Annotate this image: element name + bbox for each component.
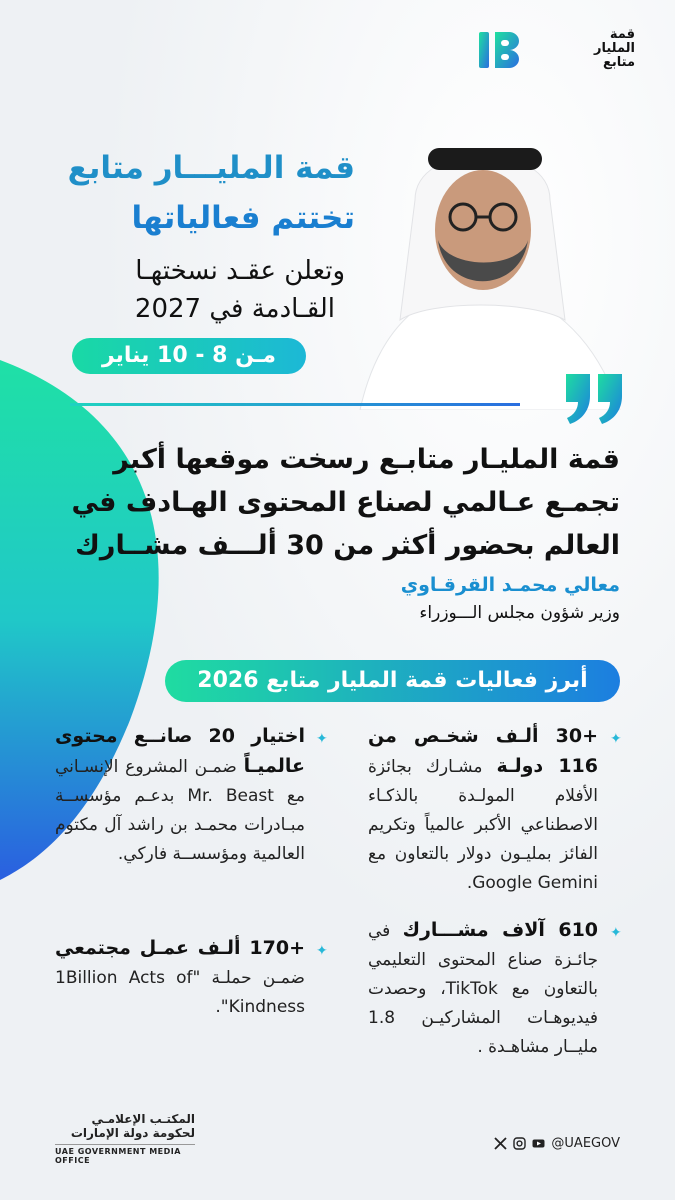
divider-rule xyxy=(70,403,520,406)
quote-text: قمة المليـار متابـع رسخت موقعها أكبر تجمـع عـالمي لصناع المحتوى الهـادف في العالم بحضور أكثر من 30 ألـــف مشــارك xyxy=(71,444,620,561)
sparkle-icon: ✦ xyxy=(610,925,622,941)
headline-sub-line1: وتعلن عقـد نسختهـا xyxy=(135,256,345,286)
quote-author: معالي محمـد القرقـاوي xyxy=(400,574,620,596)
headline-title-line2: تختتم فعالياتها xyxy=(131,200,355,236)
event-date-pill: مـن 8 - 10 يناير xyxy=(72,338,306,374)
highlight-item-2 xyxy=(368,916,598,1062)
instagram-icon[interactable] xyxy=(513,1137,526,1150)
highlight-item-3 xyxy=(55,722,305,869)
headline-sub-line2: القـادمة في 2027 xyxy=(134,294,335,324)
highlight-item-4 xyxy=(55,934,305,1022)
1b-logo-mark-icon xyxy=(475,26,529,72)
portrait-image xyxy=(320,120,640,410)
social-handle[interactable]: @UAEGOV xyxy=(551,1135,620,1151)
sparkle-icon: ✦ xyxy=(610,731,622,747)
media-office-logo xyxy=(55,1112,195,1165)
logo-line-1: قمة xyxy=(609,27,635,42)
highlight-item-1 xyxy=(368,722,598,898)
logo-wordmark xyxy=(535,28,635,70)
highlight-1-bold: +30 ألـف شخـص من 116 دولـة xyxy=(368,725,598,777)
highlight-4-text: ضمـن حملـة "1Billion Acts of Kindness". xyxy=(55,968,305,1017)
media-office-en: UAE GOVERNMENT MEDIA OFFICE xyxy=(55,1144,195,1165)
sparkle-icon: ✦ xyxy=(316,943,328,959)
highlight-1-text: مشـارك بجائزة الأفلام المولـدة بالذكـاء الاصطناعي الأكبر عالمياً وتكريم الفائز بمليـون دولار بالتعاون مع Google Gemini. xyxy=(368,757,598,893)
summit-logo xyxy=(475,24,635,74)
highlight-4-bold: +170 ألـف عمـل مجتمعي xyxy=(55,937,305,959)
youtube-icon[interactable] xyxy=(532,1137,545,1150)
section-title-pill: أبرز فعاليات قمة المليار متابع 2026 xyxy=(165,660,620,702)
highlight-2-text: في جائـزة صناع المحتوى التعليمي بالتعاون مع TikTok، وحصدت فيديوهـات المشاركيـن 1.8 مليــار مشاهـدة . xyxy=(368,921,599,1057)
highlight-3-text: ضمـن المشروع الإنسـاني مع Mr. Beast بدعـم مؤسســة مبـادرات محمـد بن راشد آل مكتوم العالمية ومؤسســة فاركي. xyxy=(55,757,305,864)
x-icon[interactable] xyxy=(494,1137,507,1150)
quote-author-role: وزير شؤون مجلس الـــوزراء xyxy=(419,603,620,623)
sparkle-icon: ✦ xyxy=(316,731,328,747)
media-office-ar-line2: لحكومة دولة الإمارات xyxy=(70,1126,195,1140)
logo-line-2: المليار xyxy=(593,41,635,56)
media-office-ar-line1: المكتـب الإعلامـي xyxy=(91,1112,195,1126)
highlight-2-bold: 610 آلاف مشـــارك xyxy=(402,919,599,941)
social-handles xyxy=(494,1134,620,1152)
headline-title-line1: قمة المليـــار متابع xyxy=(67,150,355,186)
logo-line-3: متابع xyxy=(603,55,635,70)
highlight-3-bold: اختيار 20 صانــع محتوى عالميـاً xyxy=(55,725,305,777)
quote-mark-icon xyxy=(560,370,628,426)
